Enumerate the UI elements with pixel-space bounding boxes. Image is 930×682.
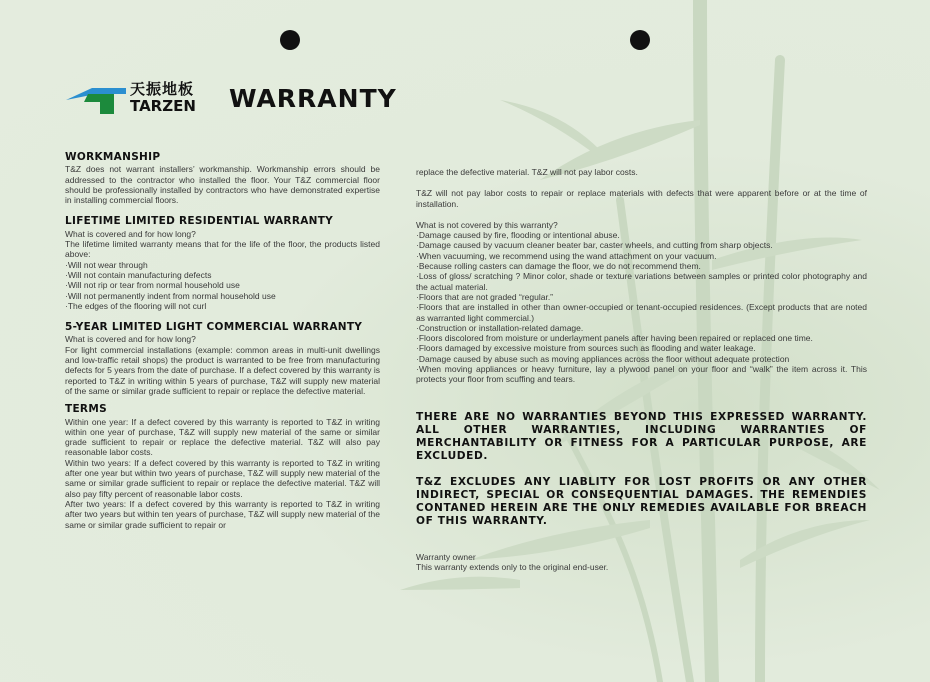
five-year-text: For light commercial installations (example: common areas in multi-unit dwellings and low-traffic retail shops) the product is warranted to be free from manufacturing defects for 5 years from the date of purchase. If a defect covered by this warranty is reported to T&Z in writing within 5 years of purchase, T&Z will supply new material of the same or similar grade sufficient to repair or replace the defective material. [65,344,380,396]
lifetime-text: The lifetime limited warranty means that for the life of the floor, the products listed above: [65,239,380,260]
lifetime-item: ·Will not rip or tear from normal household use [65,280,240,291]
not-covered-item: ·When moving appliances or heavy furniture, lay a plywood panel on your floor and “walk” the item across it. This protects your floor from scuffing and tears. [416,364,867,385]
workmanship-text: T&Z does not warrant installers’ workmanship. Workmanship errors should be addressed to the contractor who installed the floor. Your T&Z commercial floor should be professionally installed by contractors who have demonstrated expertise in installing commercial floors. [65,164,380,206]
brand-name-english: TARZEN [130,97,196,115]
lifetime-item: ·The edges of the flooring will not curl [65,300,207,311]
lifetime-item: ·Will not wear through [65,259,148,270]
page-title: WARRANTY [229,84,397,113]
brand-name-chinese: 天振地板 [130,80,195,98]
not-covered-item: ·Damage caused by vacuum cleaner beater bar, caster wheels, and cutting from sharp objects. [416,240,773,251]
not-covered-item: ·Because rolling casters can damage the floor, we do not recommend them. [416,261,701,272]
not-covered-item: ·Floors discolored from moisture or underlayment panels after having been repaired or replaced one time. [416,333,813,344]
labor-costs-text: T&Z will not pay labor costs to repair or replace materials with defects that were apparent before or at the time of installation. [416,188,867,209]
punch-hole-right [630,30,650,50]
not-covered-item: ·Floors damaged by excessive moisture from sources such as flooding and water leakage. [416,343,756,354]
punch-hole-left [280,30,300,50]
five-year-heading: 5-YEAR LIMITED LIGHT COMMERCIAL WARRANTY [65,321,363,334]
not-covered-question: What is not covered by this warranty? [416,219,558,230]
lifetime-heading: LIFETIME LIMITED RESIDENTIAL WARRANTY [65,215,334,228]
warranty-owner-label: Warranty owner [416,551,476,562]
left-column [65,152,380,530]
five-year-question: What is covered and for how long? [65,334,196,345]
terms-within-one-year: Within one year: If a defect covered by this warranty is reported to T&Z in writing within one year of purchase, T&Z will supply new material of the same or similar grade sufficient to repair or replace the defective material. T&Z will also pay reasonable labor costs. [65,416,380,458]
lifetime-item: ·Will not permanently indent from normal household use [65,290,276,301]
right-column [416,167,867,572]
not-covered-item: ·Damage caused by abuse such as moving appliances across the floor without adequate protection [416,353,790,364]
disclaimer-liability: T&Z EXCLUDES ANY LIABLITY FOR LOST PROFITS OR ANY OTHER INDIRECT, SPECIAL OR CONSEQUENTIAL DAMAGES. THE REMENDIES CONTANED HEREIN ARE THE ONLY REMEDIES AVAILABLE FOR BREACH OF THIS WARRANTY. [416,475,867,527]
terms-continued: replace the defective material. T&Z will not pay labor costs. [416,167,638,177]
terms-heading: TERMS [65,403,107,416]
terms-after-two-years: After two years: If a defect covered by this warranty is reported to T&Z in writing after two years but within ten years of purchase, T&Z will supply new material of the same or similar grade sufficient to repair or [65,498,380,530]
not-covered-item: ·When vacuuming, we recommend using the wand attachment on your vacuum. [416,250,717,261]
workmanship-heading: WORKMANSHIP [65,151,161,163]
disclaimer-no-warranties: THERE ARE NO WARRANTIES BEYOND THIS EXPRESSED WARRANTY. ALL OTHER WARRANTIES, INCLUDING WARRANTIES OF MERCHANTABILITY OR FITNESS FOR A PARTICULAR PURPOSE, ARE EXCLUDED. [416,410,867,462]
warranty-owner-text: This warranty extends only to the original end-user. [416,561,609,572]
not-covered-item: ·Loss of gloss/ scratching ? Minor color, shade or texture variations between samples or printed color photography and the actual material. [416,271,867,292]
not-covered-item: ·Floors that are installed in other than owner-occupied or tenant-occupied residences. (Except products that are noted as warranted light commercial.) [416,302,867,323]
terms-within-two-years: Within two years: If a defect covered by this warranty is reported to T&Z in writing after one year but within two years of purchase, T&Z will supply new material of the same or similar grade sufficient to repair or replace the defective material. T&Z will also pay fifty percent of reasonable labor costs. [65,457,380,499]
not-covered-item: ·Floors that are not graded “regular.” [416,291,554,302]
not-covered-item: ·Damage caused by fire, flooding or intentional abuse. [416,230,620,241]
lifetime-question: What is covered and for how long? [65,228,196,239]
lifetime-item: ·Will not contain manufacturing defects [65,269,212,280]
not-covered-item: ·Construction or installation-related damage. [416,322,584,333]
